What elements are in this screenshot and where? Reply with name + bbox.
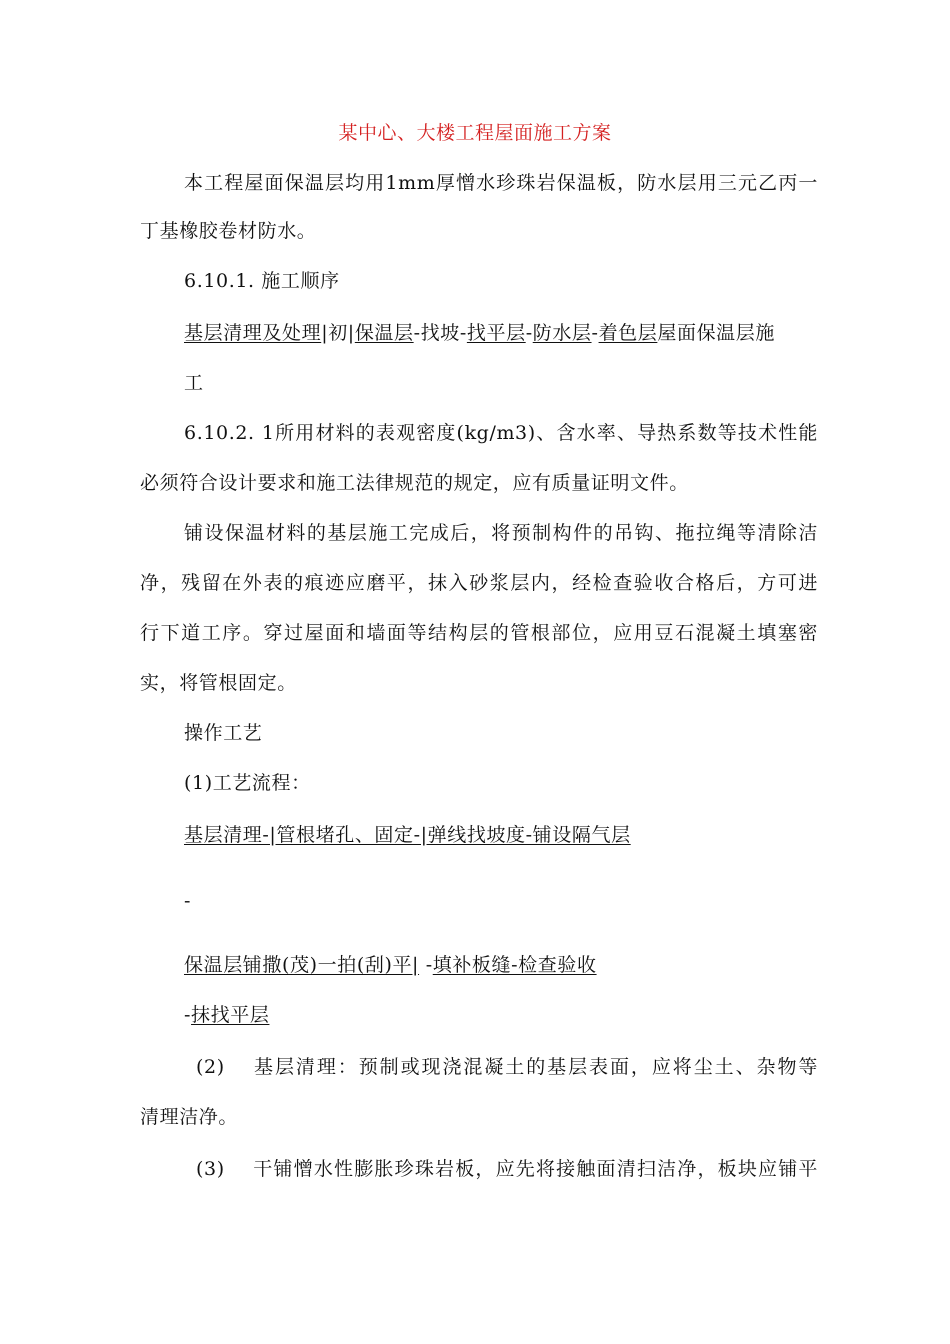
paragraph-base-line-2: 净，残留在外表的痕迹应磨平，抹入砂浆层内，经检查验收合格后，方可进: [140, 572, 818, 594]
paragraph-step-2-line-1: (2) 基层清理：预制或现浇混凝土的基层表面，应将尘土、杂物等: [140, 1054, 818, 1080]
flow-line-2: 保温层铺撒(茂)一拍(刮)平| -填补板缝-检查验收: [184, 954, 597, 976]
seq-separator: |初|: [321, 322, 355, 344]
paragraph-base-line-1: 铺设保温材料的基层施工完成后，将预制构件的吊钩、拖拉绳等清除洁: [184, 522, 818, 544]
step-3-number: (3): [196, 1158, 225, 1180]
document-title: 某中心、大楼工程屋面施工方案: [338, 122, 612, 144]
flow-line-1: 基层清理-|管根堵孔、固定-|弹线找坡度-铺设隔气层: [184, 824, 631, 846]
paragraph-6-10-2-line-2: 必须符合设计要求和施工法律规范的规定，应有质量证明文件。: [140, 472, 689, 494]
paragraph-6-10-2-line-1: 6.10.2. 1所用材料的表观密度(kg/m3)、含水率、导热系数等技术性能: [184, 422, 818, 444]
seq-waterproof: 防水层: [532, 322, 592, 344]
section-heading-6-10-1: 6.10.1. 施工顺序: [184, 270, 340, 292]
sequence-line-2: 工: [184, 372, 204, 394]
paragraph-step-2-line-2: 清理洁净。: [140, 1106, 239, 1128]
flow-dash: -: [184, 890, 192, 912]
paragraph-base-line-4: 实，将管根固定。: [140, 672, 297, 694]
seq-base-cleaning: 基层清理及处理: [184, 322, 322, 344]
seq-tail: 屋面保温层施: [657, 322, 775, 344]
seq-insulation: 保温层: [354, 322, 414, 344]
heading-process-flow: (1)工艺流程：: [184, 772, 311, 794]
paragraph-step-3-line-1: (3) 干铺憎水性膨胀珍珠岩板，应先将接触面清扫洁净，板块应铺平: [140, 1156, 818, 1182]
seq-color: 着色层: [598, 322, 658, 344]
flow-line-3: -抹找平层: [184, 1004, 270, 1026]
step-2-number: (2): [196, 1056, 225, 1078]
paragraph-intro-line-2: 丁基橡胶卷材防水。: [140, 220, 317, 242]
paragraph-base-line-3: 行下道工序。穿过屋面和墙面等结构层的管根部位，应用豆石混凝土填塞密: [140, 622, 818, 644]
heading-operation-process: 操作工艺: [184, 722, 263, 744]
seq-slope: -找坡-: [413, 322, 467, 344]
paragraph-intro-line-1: 本工程屋面保温层均用1mm厚憎水珍珠岩保温板，防水层用三元乙丙一: [184, 172, 818, 194]
seq-leveling: 找平层: [466, 322, 526, 344]
sequence-line: 基层清理及处理|初|保温层-找坡-找平层-防水层-着色层屋面保温层施: [184, 322, 775, 344]
